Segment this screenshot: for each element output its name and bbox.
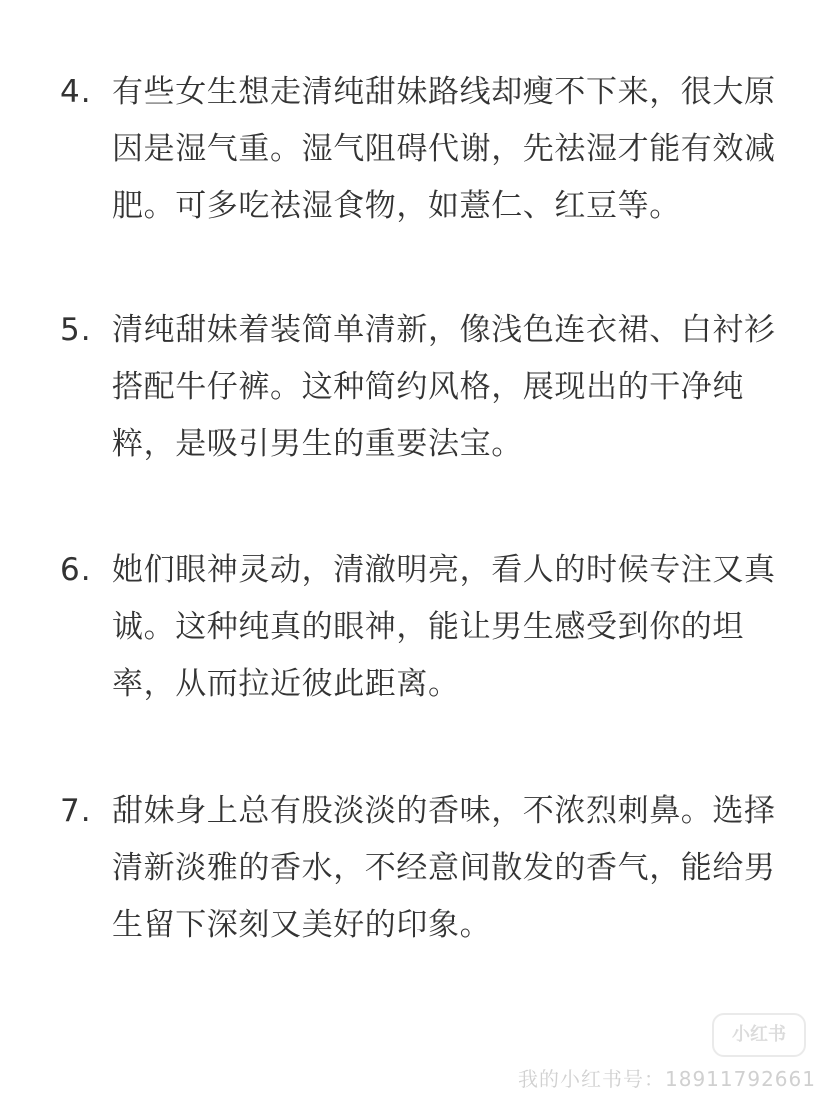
item-number: 5.: [60, 312, 92, 348]
item-number: 6.: [60, 552, 92, 588]
item-text: 她们眼神灵动，清澈明亮，看人的时候专注又真诚。这种纯真的眼神，能让男生感受到你的坦率，从而拉近彼此距离。: [112, 552, 776, 702]
item-text: 清纯甜妹着装简单清新，像浅色连衣裙、白衬衫搭配牛仔裤。这种简约风格，展现出的干净纯粹，是吸引男生的重要法宝。: [112, 312, 776, 462]
item-number: 7.: [60, 793, 92, 829]
watermark-account-id: 我的小红书号：18911792661: [518, 1067, 816, 1091]
item-number: 4.: [60, 74, 92, 110]
watermark-logo: 小红书: [712, 1013, 806, 1057]
item-text: 有些女生想走清纯甜妹路线却瘦不下来，很大原因是湿气重。湿气阻碍代谢，先祛湿才能有效减肥。可多吃祛湿食物，如薏仁、红豆等。: [112, 74, 776, 224]
item-text: 甜妹身上总有股淡淡的香味，不浓烈刺鼻。选择清新淡雅的香水，不经意间散发的香气，能给男生留下深刻又美好的印象。: [112, 793, 776, 943]
